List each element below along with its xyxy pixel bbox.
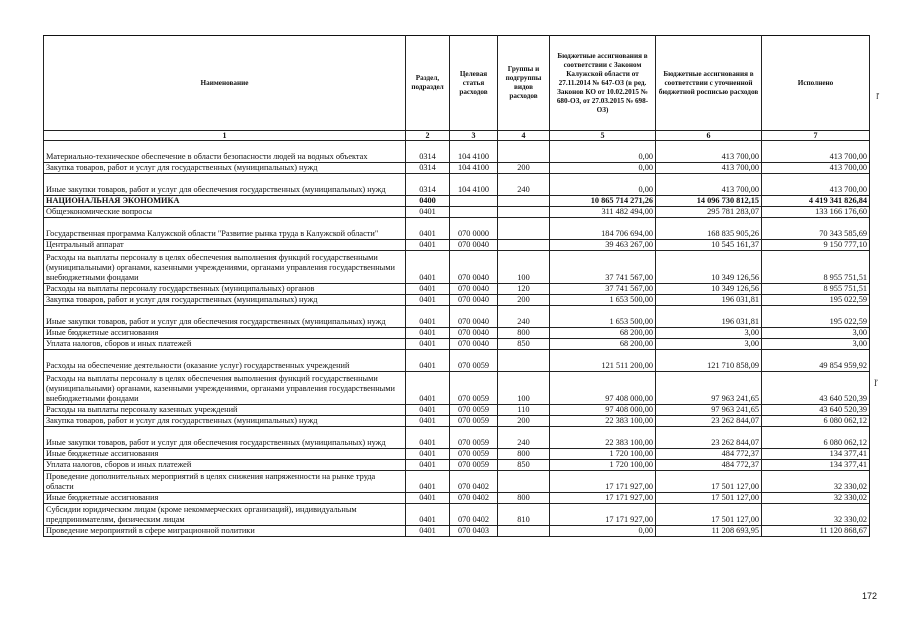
header-target: Целевая статья расходов [450,36,498,131]
row-group: 110 [498,405,550,416]
row-allocation-law: 68 200,00 [550,328,656,339]
row-name: Проведение мероприятий в сфере миграционной политики [44,526,406,537]
row-group [498,471,550,493]
row-executed: 134 377,41 [762,460,870,471]
row-executed: 133 166 176,60 [762,207,870,218]
row-allocation-law: 22 383 100,00 [550,427,656,449]
row-allocation-law: 1 720 100,00 [550,449,656,460]
row-section: 0401 [406,328,450,339]
row-name: Иные закупки товаров, работ и услуг для обеспечения государственных (муниципальных) нужд [44,174,406,196]
row-name: Общеэкономические вопросы [44,207,406,218]
table-row [44,460,870,471]
row-section: 0314 [406,163,450,174]
row-allocation-list: 10 349 126,56 [656,284,762,295]
row-name: НАЦИОНАЛЬНАЯ ЭКОНОМИКА [44,196,406,207]
row-target [450,196,498,207]
row-allocation-law: 0,00 [550,163,656,174]
header-section: Раздел, подраздел [406,36,450,131]
row-executed: 413 700,00 [762,163,870,174]
row-group: 850 [498,460,550,471]
row-allocation-list: 484 772,37 [656,460,762,471]
table-row [44,141,870,163]
row-name: Закупка товаров, работ и услуг для государственных (муниципальных) нужд [44,163,406,174]
row-section: 0401 [406,284,450,295]
row-name: Закупка товаров, работ и услуг для государственных (муниципальных) нужд [44,295,406,306]
row-section: 0401 [406,449,450,460]
row-executed: 11 120 868,67 [762,526,870,537]
row-target: 070 0059 [450,372,498,405]
row-allocation-list: 97 963 241,65 [656,405,762,416]
row-executed: 134 377,41 [762,449,870,460]
table-row [44,427,870,449]
row-section: 0314 [406,174,450,196]
row-allocation-law: 37 741 567,00 [550,284,656,295]
row-target [450,207,498,218]
row-section: 0401 [406,372,450,405]
row-name: Иные закупки товаров, работ и услуг для обеспечения государственных (муниципальных) нужд [44,306,406,328]
table-row [44,240,870,251]
row-group: 100 [498,251,550,284]
row-executed: 195 022,59 [762,306,870,328]
row-allocation-law: 0,00 [550,174,656,196]
row-group [498,141,550,163]
row-target: 104 4100 [450,141,498,163]
table-row [44,416,870,427]
row-allocation-law: 17 171 927,00 [550,493,656,504]
row-allocation-list: 3,00 [656,339,762,350]
row-target: 070 0040 [450,306,498,328]
row-allocation-list: 10 545 161,37 [656,240,762,251]
table-row [44,207,870,218]
row-name: Государственная программа Калужской области "Развитие рынка труда в Калужской области" [44,218,406,240]
row-target: 070 0059 [450,405,498,416]
row-target: 070 0040 [450,240,498,251]
row-allocation-list: 23 262 844,07 [656,416,762,427]
table-row [44,339,870,350]
row-group [498,526,550,537]
row-allocation-law: 10 865 714 271,26 [550,196,656,207]
row-executed: 43 640 520,39 [762,405,870,416]
budget-table-sheet [43,35,869,537]
row-group [498,196,550,207]
row-section: 0401 [406,218,450,240]
table-row [44,449,870,460]
row-name: Проведение дополнительных мероприятий в целях снижения напряженности на рынке труда области [44,471,406,493]
row-target: 070 0000 [450,218,498,240]
row-section: 0401 [406,207,450,218]
row-group: 240 [498,306,550,328]
table-row [44,471,870,493]
row-name: Иные бюджетные ассигнования [44,449,406,460]
row-name: Расходы на выплаты персоналу в целях обеспечения выполнения функций государственными (муниципальными) органами, казенными учреждениями, органами управления государственными внебюджетными фондами [44,251,406,284]
row-section: 0401 [406,350,450,372]
row-name: Уплата налогов, сборов и иных платежей [44,339,406,350]
table-row [44,493,870,504]
budget-table [43,35,870,537]
row-allocation-law: 184 706 694,00 [550,218,656,240]
row-allocation-law: 17 171 927,00 [550,471,656,493]
row-name: Материально-техническое обеспечение в области безопасности людей на водных объектах [44,141,406,163]
row-section: 0401 [406,405,450,416]
row-allocation-law: 17 171 927,00 [550,504,656,526]
column-number: 7 [762,131,870,141]
column-number: 4 [498,131,550,141]
row-name: Уплата налогов, сборов и иных платежей [44,460,406,471]
row-section: 0401 [406,416,450,427]
row-section: 0401 [406,251,450,284]
row-allocation-law: 0,00 [550,141,656,163]
row-group: 850 [498,339,550,350]
row-allocation-list: 484 772,37 [656,449,762,460]
header-name: Наименование [44,36,406,131]
row-allocation-list: 295 781 283,07 [656,207,762,218]
column-number: 1 [44,131,406,141]
row-target: 070 0040 [450,284,498,295]
row-executed: 49 854 959,92 [762,350,870,372]
row-executed: 9 150 777,10 [762,240,870,251]
row-executed: 32 330,02 [762,471,870,493]
row-allocation-list: 121 710 858,09 [656,350,762,372]
row-group: 800 [498,493,550,504]
row-target: 070 0403 [450,526,498,537]
row-target: 070 0402 [450,504,498,526]
table-row [44,526,870,537]
row-target: 070 0059 [450,460,498,471]
row-allocation-law: 121 511 200,00 [550,350,656,372]
column-number: 5 [550,131,656,141]
row-group: 240 [498,427,550,449]
page-number: 172 [862,591,878,601]
row-section: 0401 [406,460,450,471]
row-executed: 6 080 062,12 [762,427,870,449]
row-allocation-law: 68 200,00 [550,339,656,350]
row-group: 200 [498,163,550,174]
row-section: 0400 [406,196,450,207]
row-executed: 4 419 341 826,84 [762,196,870,207]
margin-mark: ľ [874,378,878,388]
row-allocation-law: 1 653 500,00 [550,295,656,306]
row-allocation-list: 23 262 844,07 [656,427,762,449]
header-executed: Исполнено [762,36,870,131]
row-allocation-list: 196 031,81 [656,295,762,306]
row-group [498,218,550,240]
table-row [44,372,870,405]
table-row [44,504,870,526]
row-group [498,240,550,251]
row-executed: 8 955 751,51 [762,284,870,295]
row-allocation-list: 413 700,00 [656,174,762,196]
row-group: 800 [498,328,550,339]
table-row [44,196,870,207]
header-groups: Группы и подгруппы видов расходов [498,36,550,131]
row-allocation-law: 0,00 [550,526,656,537]
row-executed: 32 330,02 [762,504,870,526]
row-executed: 413 700,00 [762,141,870,163]
row-allocation-list: 413 700,00 [656,163,762,174]
row-target: 070 0059 [450,416,498,427]
row-allocation-list: 17 501 127,00 [656,471,762,493]
row-executed: 43 640 520,39 [762,372,870,405]
row-group [498,207,550,218]
row-executed: 70 343 585,69 [762,218,870,240]
row-section: 0401 [406,526,450,537]
row-name: Центральный аппарат [44,240,406,251]
row-allocation-list: 3,00 [656,328,762,339]
column-number: 6 [656,131,762,141]
table-row [44,163,870,174]
column-number: 2 [406,131,450,141]
table-row [44,306,870,328]
row-section: 0401 [406,427,450,449]
row-allocation-list: 17 501 127,00 [656,493,762,504]
row-group: 800 [498,449,550,460]
row-target: 104 4100 [450,163,498,174]
row-section: 0401 [406,504,450,526]
row-allocation-list: 196 031,81 [656,306,762,328]
row-target: 070 0040 [450,251,498,284]
column-number-row [44,131,870,141]
row-group: 200 [498,295,550,306]
table-body [44,141,870,537]
row-target: 070 0040 [450,339,498,350]
row-executed: 413 700,00 [762,174,870,196]
row-allocation-law: 97 408 000,00 [550,372,656,405]
row-section: 0401 [406,471,450,493]
row-executed: 195 022,59 [762,295,870,306]
column-number: 3 [450,131,498,141]
row-allocation-law: 1 653 500,00 [550,306,656,328]
table-row [44,350,870,372]
row-section: 0401 [406,493,450,504]
row-name: Расходы на выплаты персоналу казенных учреждений [44,405,406,416]
row-name: Иные бюджетные ассигнования [44,493,406,504]
row-allocation-law: 97 408 000,00 [550,405,656,416]
row-allocation-list: 14 096 730 812,15 [656,196,762,207]
header-allocations-law: Бюджетные ассигнования в соответствии с Законом Калужской области от 27.11.2014 № 647-ОЗ (в ред. Законов КО от 10.02.2015 № 680-ОЗ, от 27.03.2015 № 698-ОЗ) [550,36,656,131]
row-allocation-list: 17 501 127,00 [656,504,762,526]
row-allocation-law: 311 482 494,00 [550,207,656,218]
row-group: 810 [498,504,550,526]
row-group: 100 [498,372,550,405]
row-allocation-law: 39 463 267,00 [550,240,656,251]
row-name: Субсидии юридическим лицам (кроме некоммерческих организаций), индивидуальным предпринимателям, физическим лицам [44,504,406,526]
row-allocation-law: 1 720 100,00 [550,460,656,471]
row-group: 240 [498,174,550,196]
row-target: 070 0059 [450,427,498,449]
row-target: 070 0402 [450,471,498,493]
row-name: Расходы на выплаты персоналу государственных (муниципальных) органов [44,284,406,295]
row-name: Расходы на выплаты персоналу в целях обеспечения выполнения функций государственными (муниципальными) органами, казенными учреждениями, органами управления государственными внебюджетными фондами [44,372,406,405]
row-allocation-list: 10 349 126,56 [656,251,762,284]
row-executed: 6 080 062,12 [762,416,870,427]
row-target: 070 0040 [450,295,498,306]
row-group [498,350,550,372]
row-target: 070 0040 [450,328,498,339]
table-row [44,251,870,284]
row-allocation-list: 413 700,00 [656,141,762,163]
row-allocation-list: 97 963 241,65 [656,372,762,405]
row-target: 070 0059 [450,449,498,460]
row-allocation-law: 37 741 567,00 [550,251,656,284]
table-row [44,405,870,416]
row-name: Закупка товаров, работ и услуг для государственных (муниципальных) нужд [44,416,406,427]
row-target: 070 0059 [450,350,498,372]
table-row [44,174,870,196]
row-name: Расходы на обеспечение деятельности (оказание услуг) государственных учреждений [44,350,406,372]
row-section: 0401 [406,306,450,328]
row-section: 0401 [406,339,450,350]
row-group: 200 [498,416,550,427]
table-header-row [44,36,870,131]
row-group: 120 [498,284,550,295]
row-name: Иные бюджетные ассигнования [44,328,406,339]
table-row [44,218,870,240]
row-allocation-list: 11 208 693,95 [656,526,762,537]
row-section: 0401 [406,295,450,306]
row-section: 0401 [406,240,450,251]
row-name: Иные закупки товаров, работ и услуг для обеспечения государственных (муниципальных) нужд [44,427,406,449]
row-executed: 3,00 [762,339,870,350]
row-allocation-list: 168 835 905,26 [656,218,762,240]
row-target: 070 0402 [450,493,498,504]
header-allocations-list: Бюджетные ассигнования в соответствии с уточненной бюджетной росписью расходов [656,36,762,131]
row-section: 0314 [406,141,450,163]
row-target: 104 4100 [450,174,498,196]
row-executed: 3,00 [762,328,870,339]
margin-mark: ľ [876,92,880,101]
row-executed: 32 330,02 [762,493,870,504]
row-allocation-law: 22 383 100,00 [550,416,656,427]
row-executed: 8 955 751,51 [762,251,870,284]
table-row [44,284,870,295]
table-row [44,328,870,339]
table-row [44,295,870,306]
